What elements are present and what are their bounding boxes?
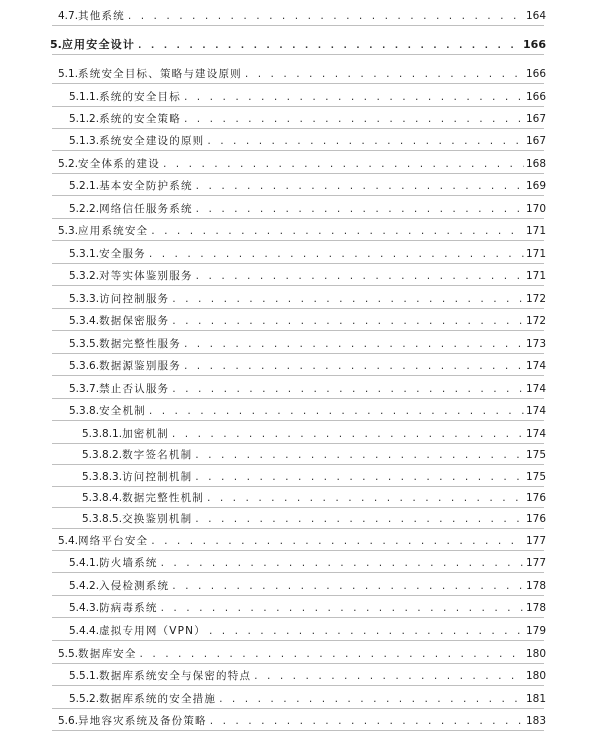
toc-row-divider	[52, 285, 544, 286]
toc-row-divider	[52, 173, 544, 174]
toc-entry[interactable]	[82, 426, 546, 442]
toc-entry-number: 5.3.8.2.	[82, 449, 123, 461]
toc-entry-number: 5.4.2.	[69, 580, 100, 592]
toc-entry[interactable]	[69, 358, 546, 374]
toc-leader-dots	[194, 470, 524, 486]
toc-leader-dots	[244, 67, 524, 83]
toc-row-divider	[52, 54, 544, 55]
toc-leader-dots	[171, 427, 524, 443]
toc-entry-page-number: 166	[523, 38, 546, 51]
toc-entry-title: 对等实体鉴别服务	[99, 270, 193, 282]
toc-entry-page-number: 168	[525, 158, 546, 170]
toc-entry-title: 系统安全目标、策略与建设原则	[78, 68, 242, 80]
toc-entry-title: 数据库系统安全与保密的特点	[99, 670, 252, 682]
toc-leader-dots	[162, 157, 524, 173]
toc-entry[interactable]	[69, 313, 546, 329]
toc-entry[interactable]	[69, 555, 546, 571]
toc-entry-number: 5.1.1.	[69, 91, 100, 103]
toc-entry-title: 数据保密服务	[99, 315, 170, 327]
toc-entry[interactable]	[69, 668, 546, 684]
toc-entry[interactable]	[69, 89, 546, 105]
toc-entry-title: 应用系统安全	[78, 225, 149, 237]
toc-leader-dots	[148, 404, 524, 420]
toc-row-divider	[52, 398, 544, 399]
toc-entry-title: 加密机制	[122, 428, 169, 440]
toc-row-divider	[52, 218, 544, 219]
toc-row-divider	[52, 353, 544, 354]
toc-entry[interactable]	[58, 533, 546, 549]
toc-entry-page-number: 175	[525, 449, 546, 461]
toc-entry-number: 5.3.8.	[69, 405, 100, 417]
toc-leader-dots	[206, 134, 524, 150]
toc-leader-dots	[137, 38, 521, 54]
toc-leader-dots	[183, 337, 524, 353]
toc-entry-page-number: 172	[525, 293, 546, 305]
toc-entry-title: 系统的安全策略	[99, 113, 181, 125]
toc-entry-number: 5.1.3.	[69, 135, 100, 147]
toc-leader-dots	[171, 314, 524, 330]
toc-leader-dots	[183, 359, 524, 375]
toc-entry-number: 5.1.2.	[69, 113, 100, 125]
toc-entry-page-number: 181	[525, 693, 546, 705]
toc-entry-title: 网络平台安全	[78, 535, 149, 547]
toc-entry[interactable]	[69, 178, 546, 194]
toc-entry-title: 安全体系的建设	[78, 158, 160, 170]
toc-row-divider	[52, 330, 544, 331]
toc-leader-dots	[160, 601, 524, 617]
toc-entry-number: 5.3.5.	[69, 338, 100, 350]
toc-entry-page-number: 183	[525, 715, 546, 727]
toc-entry-title: 安全机制	[99, 405, 146, 417]
toc-entry-page-number: 177	[525, 557, 546, 569]
toc-entry[interactable]	[69, 133, 546, 149]
toc-leader-dots	[218, 692, 524, 708]
toc-leader-dots	[171, 382, 524, 398]
toc-entry[interactable]	[58, 8, 546, 24]
toc-entry-number: 5.3.6.	[69, 360, 100, 372]
toc-leader-dots	[253, 669, 524, 685]
toc-entry-title: 系统安全建设的原则	[99, 135, 205, 147]
toc-entry-page-number: 178	[525, 602, 546, 614]
toc-entry[interactable]	[69, 268, 546, 284]
toc-entry-number: 5.2.2.	[69, 203, 100, 215]
toc-leader-dots	[206, 491, 524, 507]
toc-entry-page-number: 178	[525, 580, 546, 592]
toc-leader-dots	[150, 224, 524, 240]
toc-row-divider	[52, 195, 544, 196]
toc-entry-title: 网络信任服务系统	[99, 203, 193, 215]
toc-leader-dots	[148, 247, 524, 263]
toc-entry-title: 防火墙系统	[99, 557, 158, 569]
toc-entry-number: 5.3.4.	[69, 315, 100, 327]
toc-leader-dots	[194, 512, 524, 528]
toc-entry[interactable]	[58, 66, 546, 82]
toc-entry-number: 5.3.8.5.	[82, 513, 123, 525]
toc-entry[interactable]	[69, 623, 546, 639]
toc-row-divider	[52, 550, 544, 551]
toc-leader-dots	[183, 112, 524, 128]
toc-entry-page-number: 180	[525, 648, 546, 660]
toc-entry-page-number: 171	[525, 248, 546, 260]
toc-entry-number: 5.2.	[58, 158, 79, 170]
toc-row-divider	[52, 83, 544, 84]
toc-entry-page-number: 171	[525, 225, 546, 237]
toc-row-divider	[52, 308, 544, 309]
toc-entry-number: 5.4.1.	[69, 557, 100, 569]
toc-entry-number: 5.3.2.	[69, 270, 100, 282]
toc-entry-number: 5.6.	[58, 715, 79, 727]
toc-entry-page-number: 167	[525, 113, 546, 125]
toc-entry[interactable]	[69, 336, 546, 352]
toc-entry-page-number: 172	[525, 315, 546, 327]
toc-entry-page-number: 177	[525, 535, 546, 547]
toc-entry-page-number: 174	[525, 405, 546, 417]
toc-entry-page-number: 166	[525, 91, 546, 103]
toc-entry-title: 虚拟专用网（VPN）	[99, 625, 206, 637]
toc-entry-page-number: 173	[525, 338, 546, 350]
toc-entry-page-number: 171	[525, 270, 546, 282]
toc-entry-page-number: 174	[525, 383, 546, 395]
toc-leader-dots	[183, 90, 524, 106]
toc-entry-page-number: 180	[525, 670, 546, 682]
toc-entry[interactable]	[69, 578, 546, 594]
toc-row-divider	[52, 420, 544, 421]
toc-entry-title: 数据完整性机制	[122, 492, 204, 504]
toc-entry-number: 5.	[50, 38, 62, 51]
toc-entry[interactable]	[69, 600, 546, 616]
toc-row-divider	[52, 240, 544, 241]
toc-entry[interactable]	[69, 403, 546, 419]
toc-entry-page-number: 170	[525, 203, 546, 215]
toc-entry-title: 数字签名机制	[122, 449, 193, 461]
toc-entry[interactable]	[69, 246, 546, 262]
toc-entry-title: 防病毒系统	[99, 602, 158, 614]
toc-entry-title: 其他系统	[78, 10, 125, 22]
toc-entry-number: 5.3.8.3.	[82, 471, 123, 483]
toc-entry-number: 5.3.3.	[69, 293, 100, 305]
toc-entry-title: 数据库系统的安全措施	[99, 693, 217, 705]
toc-entry[interactable]	[58, 713, 546, 729]
toc-row-divider	[52, 464, 544, 465]
toc-entry-page-number: 176	[525, 492, 546, 504]
toc-row-divider	[52, 572, 544, 573]
toc-row-divider	[52, 128, 544, 129]
toc-entry[interactable]	[82, 490, 546, 506]
toc-entry-title: 访问控制服务	[99, 293, 170, 305]
toc-entry[interactable]	[69, 291, 546, 307]
toc-row-divider	[52, 708, 544, 709]
toc-entry-page-number: 164	[525, 10, 546, 22]
toc-row-divider	[52, 443, 544, 444]
toc-entry-page-number: 174	[525, 428, 546, 440]
toc-entry-page-number: 169	[525, 180, 546, 192]
toc-row-divider	[52, 486, 544, 487]
toc-entry[interactable]	[58, 646, 546, 662]
toc-entry-title: 数据完整性服务	[99, 338, 181, 350]
toc-entry[interactable]	[69, 201, 546, 217]
toc-leader-dots	[139, 647, 524, 663]
toc-entry-number: 5.1.	[58, 68, 79, 80]
toc-row-divider	[52, 617, 544, 618]
toc-leader-dots	[127, 9, 524, 25]
toc-entry-title: 应用安全设计	[61, 38, 136, 51]
toc-row-divider	[52, 640, 544, 641]
toc-entry-title: 交换鉴别机制	[122, 513, 193, 525]
toc-entry[interactable]	[69, 381, 546, 397]
toc-entry-title: 基本安全防护系统	[99, 180, 193, 192]
toc-row-divider	[52, 663, 544, 664]
toc-leader-dots	[171, 292, 524, 308]
toc-row-divider	[52, 263, 544, 264]
toc-row-divider	[52, 25, 544, 26]
toc-entry-title: 数据库安全	[78, 648, 137, 660]
toc-leader-dots	[195, 179, 524, 195]
toc-row-divider	[52, 528, 544, 529]
toc-entry-title: 禁止否认服务	[99, 383, 170, 395]
toc-entry-page-number: 166	[525, 68, 546, 80]
toc-entry-title: 数据源鉴别服务	[99, 360, 181, 372]
toc-entry-title: 安全服务	[99, 248, 146, 260]
toc-entry[interactable]	[58, 223, 546, 239]
toc-entry-number: 5.5.	[58, 648, 79, 660]
toc-row-divider	[52, 507, 544, 508]
toc-entry[interactable]	[69, 691, 546, 707]
toc-entry-title: 访问控制机制	[122, 471, 193, 483]
toc-entry[interactable]	[82, 511, 546, 527]
toc-entry-title: 入侵检测系统	[99, 580, 170, 592]
toc-row-divider	[52, 150, 544, 151]
toc-leader-dots	[150, 534, 524, 550]
toc-leader-dots	[194, 448, 524, 464]
toc-entry-page-number: 176	[525, 513, 546, 525]
toc-entry-number: 5.2.1.	[69, 180, 100, 192]
toc-entry[interactable]	[58, 156, 546, 172]
toc-row-divider	[52, 730, 544, 731]
toc-entry-number: 5.4.	[58, 535, 79, 547]
toc-entry-page-number: 179	[525, 625, 546, 637]
toc-entry-number: 5.3.8.1.	[82, 428, 123, 440]
toc-entry-number: 5.4.3.	[69, 602, 100, 614]
toc-entry-number: 5.5.2.	[69, 693, 100, 705]
toc-entry-number: 5.5.1.	[69, 670, 100, 682]
toc-entry-page-number: 174	[525, 360, 546, 372]
toc-row-divider	[52, 375, 544, 376]
toc-leader-dots	[160, 556, 524, 572]
toc-entry-title: 系统的安全目标	[99, 91, 181, 103]
toc-entry-number: 5.4.4.	[69, 625, 100, 637]
toc-entry-number: 5.3.8.4.	[82, 492, 123, 504]
toc-leader-dots	[195, 269, 524, 285]
toc-row-divider	[52, 595, 544, 596]
toc-leader-dots	[209, 714, 524, 730]
toc-leader-dots	[195, 202, 524, 218]
toc-entry-number: 4.7.	[58, 10, 79, 22]
toc-leader-dots	[171, 579, 524, 595]
toc-row-divider	[52, 106, 544, 107]
toc-entry[interactable]	[69, 111, 546, 127]
toc-entry-page-number: 175	[525, 471, 546, 483]
toc-row-divider	[52, 685, 544, 686]
toc-entry-number: 5.3.7.	[69, 383, 100, 395]
toc-leader-dots	[208, 624, 524, 640]
toc-entry-number: 5.3.1.	[69, 248, 100, 260]
toc-entry[interactable]	[82, 447, 546, 463]
toc-entry[interactable]	[82, 469, 546, 485]
toc-entry-page-number: 167	[525, 135, 546, 147]
toc-entry-number: 5.3.	[58, 225, 79, 237]
toc-entry-title: 异地容灾系统及备份策略	[78, 715, 207, 727]
toc-entry[interactable]	[50, 37, 546, 53]
